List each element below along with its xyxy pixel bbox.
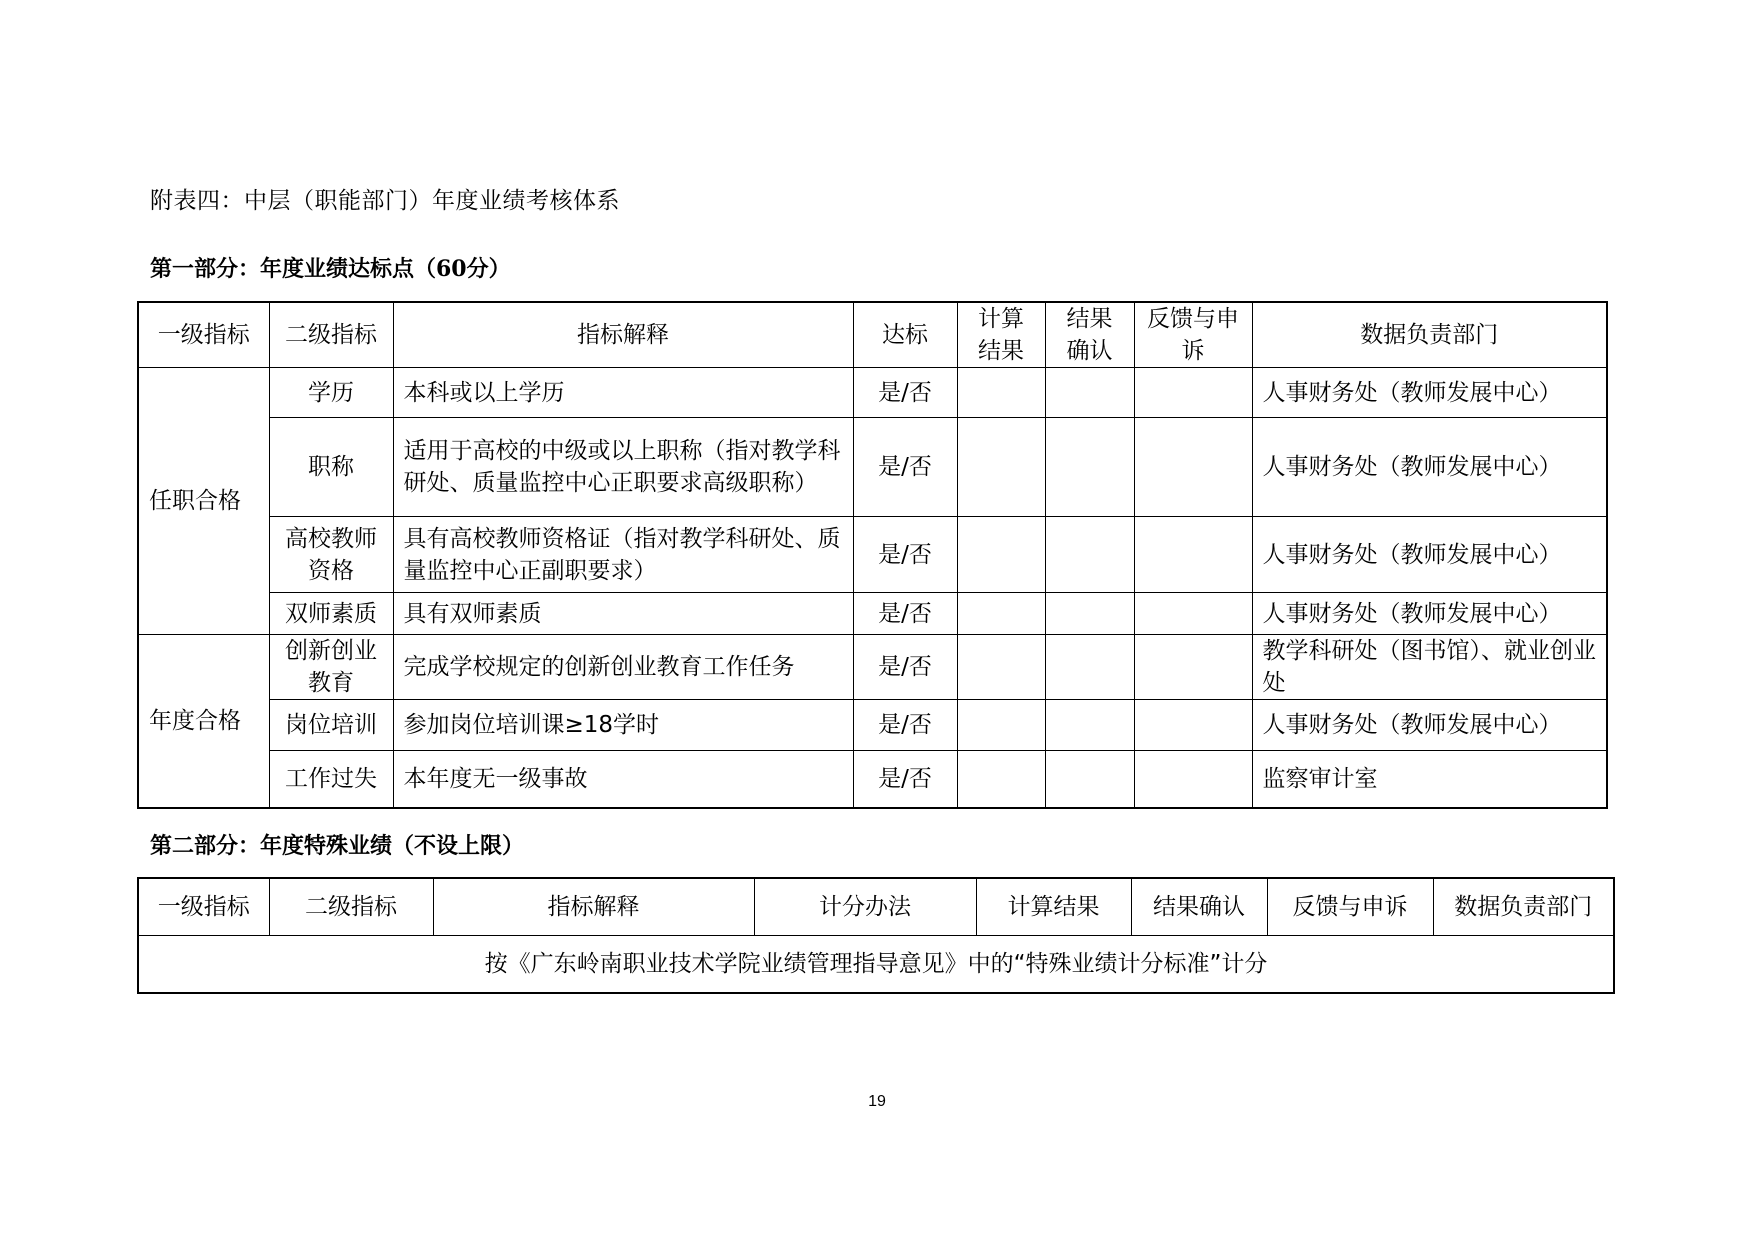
col-header-dept: 数据负责部门 bbox=[1252, 302, 1607, 368]
col-header-pass: 达标 bbox=[853, 302, 957, 368]
level1-cell: 任职合格 bbox=[138, 368, 269, 635]
level1-cell: 年度合格 bbox=[138, 635, 269, 808]
col-header-feedback: 反馈与申诉 bbox=[1134, 302, 1252, 368]
level2-cell: 学历 bbox=[269, 368, 393, 418]
calc-cell bbox=[957, 593, 1045, 635]
feedback-cell bbox=[1134, 751, 1252, 808]
scoring-note: 按《广东岭南职业技术学院业绩管理指导意见》中的“特殊业绩计分标准”计分 bbox=[138, 936, 1614, 994]
document-title: 附表四：中层（职能部门）年度业绩考核体系 bbox=[150, 188, 620, 214]
col-header-level1: 一级指标 bbox=[138, 302, 269, 368]
table-header-row bbox=[138, 878, 1614, 936]
calc-cell bbox=[957, 751, 1045, 808]
calc-cell bbox=[957, 368, 1045, 418]
calc-cell bbox=[957, 700, 1045, 751]
col-header-scoring-method: 计分办法 bbox=[754, 878, 976, 936]
dept-cell: 教学科研处（图书馆）、就业创业处 bbox=[1252, 635, 1607, 700]
confirm-cell bbox=[1045, 751, 1134, 808]
feedback-cell bbox=[1134, 368, 1252, 418]
calc-cell bbox=[957, 517, 1045, 593]
table-row bbox=[138, 635, 1607, 700]
calc-cell bbox=[957, 418, 1045, 517]
explanation-cell: 具有双师素质 bbox=[393, 593, 853, 635]
standards-table bbox=[137, 301, 1608, 809]
level2-cell: 创新创业教育 bbox=[269, 635, 393, 700]
confirm-cell bbox=[1045, 418, 1134, 517]
explanation-cell: 完成学校规定的创新创业教育工作任务 bbox=[393, 635, 853, 700]
table-row bbox=[138, 751, 1607, 808]
col-header-calc: 计算结果 bbox=[976, 878, 1131, 936]
pass-cell: 是/否 bbox=[853, 700, 957, 751]
page-number: 19 bbox=[868, 1093, 886, 1110]
dept-cell: 人事财务处（教师发展中心） bbox=[1252, 418, 1607, 517]
section-1-title: 第一部分：年度业绩达标点（60分） bbox=[150, 256, 511, 282]
pass-cell: 是/否 bbox=[853, 635, 957, 700]
section-2-title: 第二部分：年度特殊业绩（不设上限） bbox=[150, 833, 525, 859]
feedback-cell bbox=[1134, 593, 1252, 635]
dept-cell: 人事财务处（教师发展中心） bbox=[1252, 368, 1607, 418]
confirm-cell bbox=[1045, 635, 1134, 700]
table-row bbox=[138, 593, 1607, 635]
col-header-explanation: 指标解释 bbox=[433, 878, 754, 936]
pass-cell: 是/否 bbox=[853, 368, 957, 418]
confirm-cell bbox=[1045, 700, 1134, 751]
explanation-cell: 本年度无一级事故 bbox=[393, 751, 853, 808]
level2-cell: 双师素质 bbox=[269, 593, 393, 635]
pass-cell: 是/否 bbox=[853, 751, 957, 808]
dept-cell: 人事财务处（教师发展中心） bbox=[1252, 593, 1607, 635]
table-row bbox=[138, 700, 1607, 751]
explanation-cell: 参加岗位培训课≥18学时 bbox=[393, 700, 853, 751]
col-header-dept: 数据负责部门 bbox=[1433, 878, 1614, 936]
table-row bbox=[138, 517, 1607, 593]
col-header-calc: 计算结果 bbox=[957, 302, 1045, 368]
dept-cell: 人事财务处（教师发展中心） bbox=[1252, 700, 1607, 751]
confirm-cell bbox=[1045, 368, 1134, 418]
level2-cell: 工作过失 bbox=[269, 751, 393, 808]
feedback-cell bbox=[1134, 418, 1252, 517]
explanation-cell: 具有高校教师资格证（指对教学科研处、质量监控中心正副职要求） bbox=[393, 517, 853, 593]
col-header-explanation: 指标解释 bbox=[393, 302, 853, 368]
table-row bbox=[138, 936, 1614, 994]
pass-cell: 是/否 bbox=[853, 517, 957, 593]
feedback-cell bbox=[1134, 635, 1252, 700]
table-header-row bbox=[138, 302, 1607, 368]
explanation-cell: 本科或以上学历 bbox=[393, 368, 853, 418]
level2-cell: 岗位培训 bbox=[269, 700, 393, 751]
level2-cell: 职称 bbox=[269, 418, 393, 517]
col-header-level2: 二级指标 bbox=[269, 302, 393, 368]
col-header-level2: 二级指标 bbox=[269, 878, 433, 936]
table-row bbox=[138, 368, 1607, 418]
col-header-feedback: 反馈与申诉 bbox=[1267, 878, 1433, 936]
confirm-cell bbox=[1045, 593, 1134, 635]
explanation-cell: 适用于高校的中级或以上职称（指对教学科研处、质量监控中心正职要求高级职称） bbox=[393, 418, 853, 517]
col-header-confirm: 结果确认 bbox=[1045, 302, 1134, 368]
dept-cell: 人事财务处（教师发展中心） bbox=[1252, 517, 1607, 593]
feedback-cell bbox=[1134, 517, 1252, 593]
pass-cell: 是/否 bbox=[853, 593, 957, 635]
table-row bbox=[138, 418, 1607, 517]
col-header-level1: 一级指标 bbox=[138, 878, 269, 936]
level2-cell: 高校教师资格 bbox=[269, 517, 393, 593]
confirm-cell bbox=[1045, 517, 1134, 593]
feedback-cell bbox=[1134, 700, 1252, 751]
col-header-confirm: 结果确认 bbox=[1131, 878, 1267, 936]
pass-cell: 是/否 bbox=[853, 418, 957, 517]
special-performance-table bbox=[137, 877, 1615, 994]
calc-cell bbox=[957, 635, 1045, 700]
dept-cell: 监察审计室 bbox=[1252, 751, 1607, 808]
